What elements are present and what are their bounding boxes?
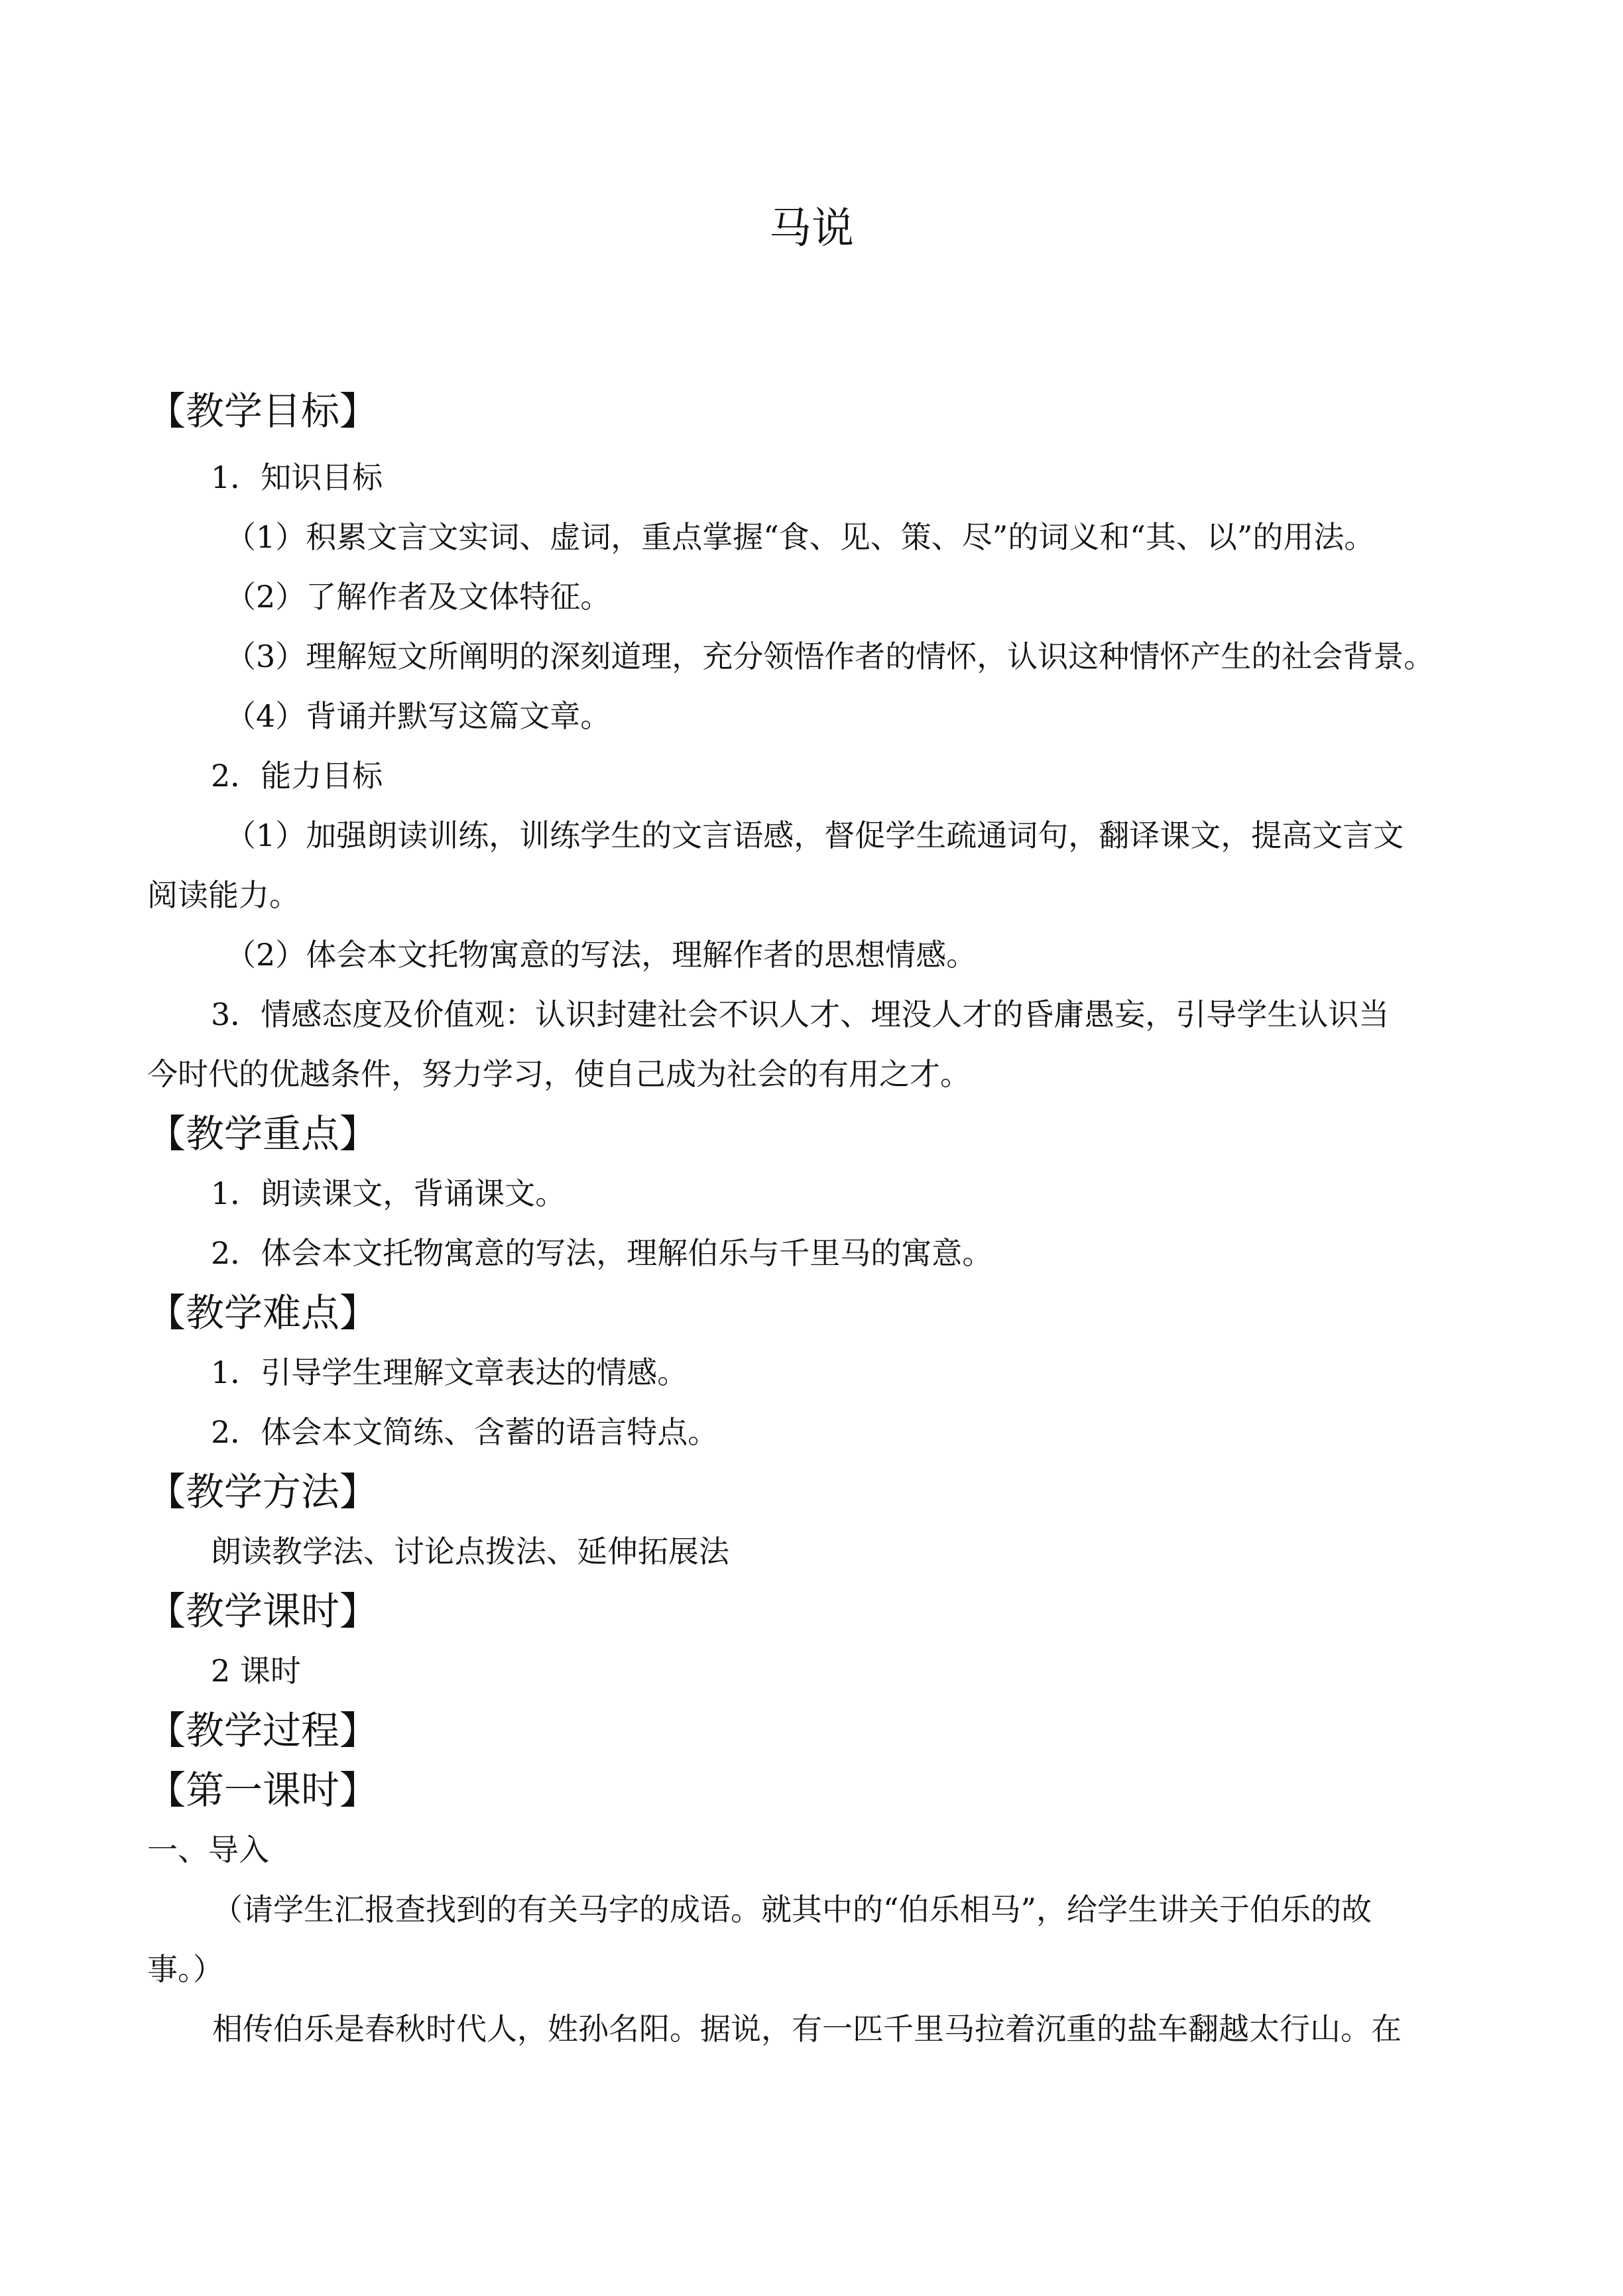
goal-emotion: 3．情感态度及价值观：认识封建社会不识人才、埋没人才的昏庸愚妄，引导学生认识当 bbox=[211, 997, 1390, 1032]
paragraph-2: 相传伯乐是春秋时代人，姓孙名阳。据说，有一匹千里马拉着沉重的盐车翻越太行山。在 bbox=[212, 2011, 1402, 2047]
goal-knowledge-item-4: （4）背诵并默写这篇文章。 bbox=[225, 698, 611, 734]
goal-ability-item-1: （1）加强朗读训练，训练学生的文言语感，督促学生疏通词句，翻译课文，提高文言文 bbox=[225, 817, 1404, 853]
class-hours-text: 2 课时 bbox=[211, 1653, 301, 1689]
difficulty-1: 1．引导学生理解文章表达的情感。 bbox=[211, 1355, 688, 1390]
goal-ability-item-2: （2）体会本文托物寓意的写法，理解作者的思想情感。 bbox=[225, 937, 977, 973]
heading-first-lesson: 【第一课时】 bbox=[147, 1768, 379, 1813]
heading-difficulties: 【教学难点】 bbox=[147, 1290, 379, 1335]
goal-knowledge-item-1: （1）积累文言文实词、虚词，重点掌握“食、见、策、尽”的词义和“其、以”的用法。 bbox=[225, 519, 1375, 555]
goal-ability: 2．能力目标 bbox=[211, 758, 383, 794]
key-point-2: 2．体会本文托物寓意的写法，理解伯乐与千里马的寓意。 bbox=[211, 1235, 993, 1271]
methods-text: 朗读教学法、讨论点拨法、延伸拓展法 bbox=[211, 1534, 729, 1569]
paragraph-1: （请学生汇报查找到的有关马字的成语。就其中的“伯乐相马”，给学生讲关于伯乐的故 bbox=[212, 1892, 1372, 1927]
goal-knowledge-item-2: （2）了解作者及文体特征。 bbox=[225, 579, 611, 615]
key-point-1: 1．朗读课文，背诵课文。 bbox=[211, 1176, 566, 1211]
heading-class-hours: 【教学课时】 bbox=[147, 1589, 379, 1634]
goal-knowledge-item-3: （3）理解短文所阐明的深刻道理，充分领悟作者的情怀，认识这种情怀产生的社会背景。 bbox=[225, 638, 1435, 674]
document-title: 马说 bbox=[769, 204, 854, 253]
heading-key-points: 【教学重点】 bbox=[147, 1111, 379, 1156]
goal-emotion-cont: 今时代的优越条件，努力学习，使自己成为社会的有用之才。 bbox=[147, 1056, 971, 1092]
difficulty-2: 2．体会本文简练、含蓄的语言特点。 bbox=[211, 1414, 719, 1450]
heading-teaching-goals: 【教学目标】 bbox=[147, 389, 379, 434]
paragraph-1-cont: 事。） bbox=[147, 1951, 223, 1987]
heading-methods: 【教学方法】 bbox=[147, 1469, 379, 1514]
goal-knowledge: 1．知识目标 bbox=[211, 459, 383, 495]
section-introduction: 一、导入 bbox=[147, 1832, 269, 1868]
goal-ability-item-1-cont: 阅读能力。 bbox=[147, 877, 300, 913]
heading-process: 【教学过程】 bbox=[147, 1708, 379, 1753]
